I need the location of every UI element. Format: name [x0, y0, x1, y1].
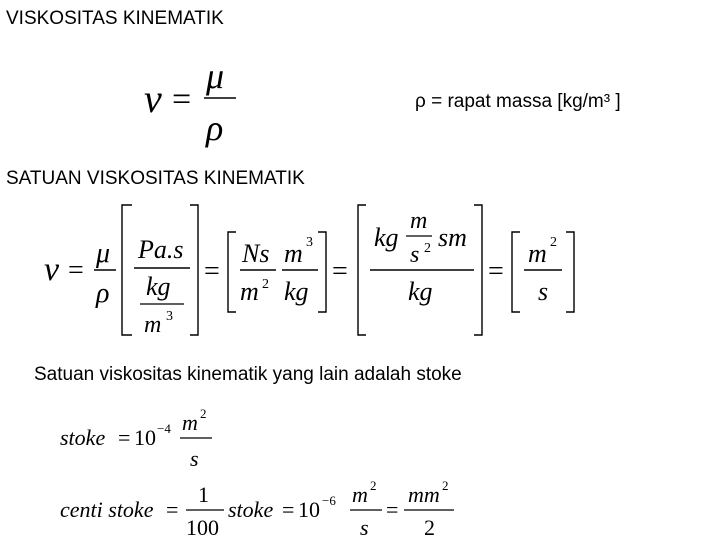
exponent-2: 2	[550, 235, 557, 250]
m-text: m	[240, 277, 259, 306]
m-text: m	[284, 239, 303, 268]
nu-symbol: ν	[144, 76, 162, 121]
mu-symbol: μ	[206, 56, 225, 96]
mu-symbol: μ	[96, 238, 111, 269]
exponent-3: 3	[306, 235, 313, 250]
stoke-text: stoke	[60, 425, 106, 450]
exponent-minus-6: −6	[322, 493, 336, 508]
equals-sign: =	[172, 81, 192, 118]
nu-symbol: ν	[44, 251, 60, 288]
kg-text: kg	[284, 277, 309, 306]
m-text: m	[410, 208, 428, 234]
exponent-minus-4: −4	[157, 421, 171, 436]
exponent-2: 2	[370, 478, 377, 493]
equals-sign: =	[166, 497, 179, 522]
ten-text: 10	[298, 497, 320, 522]
centi-stoke-text: centi stoke	[60, 497, 154, 522]
ns-text: Ns	[242, 239, 270, 268]
mm-text: mm	[408, 482, 440, 507]
section-title-stoke: Satuan viskositas kinematik yang lain adalah stoke	[34, 364, 462, 385]
two-text: 2	[424, 515, 435, 540]
exponent-3: 3	[166, 309, 173, 324]
m-text: m	[528, 239, 547, 268]
rho-definition: ρ = rapat massa [kg/m³ ]	[415, 91, 621, 112]
equals-sign: =	[488, 256, 504, 287]
s-text: s	[410, 242, 420, 268]
m-text: m	[144, 312, 162, 338]
m-text: m	[182, 410, 198, 435]
sm-text: sm	[438, 223, 467, 252]
exponent-2: 2	[442, 478, 449, 493]
kg-text: kg	[408, 277, 433, 306]
s-text: s	[538, 277, 549, 306]
one-text: 1	[198, 482, 209, 507]
rho-symbol: ρ	[206, 108, 224, 148]
exponent-2: 2	[200, 406, 207, 421]
m-text: m	[352, 482, 368, 507]
equals-sign: =	[282, 497, 295, 522]
equals-sign: =	[204, 256, 220, 287]
s-text: s	[190, 446, 199, 471]
hundred-text: 100	[186, 515, 219, 540]
page-title: VISKOSITAS KINEMATIK	[6, 8, 224, 29]
equals-sign: =	[68, 255, 84, 286]
exponent-2: 2	[262, 277, 269, 292]
pa-s-text: Pa.s	[138, 235, 184, 264]
rho-symbol: ρ	[96, 278, 110, 309]
equals-sign: =	[118, 425, 131, 450]
stoke-text: stoke	[228, 497, 274, 522]
s-text: s	[360, 515, 369, 540]
section-title-units: SATUAN VISKOSITAS KINEMATIK	[6, 168, 305, 189]
kg-text: kg	[146, 272, 171, 301]
exponent-2: 2	[424, 241, 431, 256]
equals-sign: =	[386, 497, 399, 522]
ten-text: 10	[134, 425, 156, 450]
equals-sign: =	[332, 256, 348, 287]
kg-text: kg	[374, 223, 399, 252]
